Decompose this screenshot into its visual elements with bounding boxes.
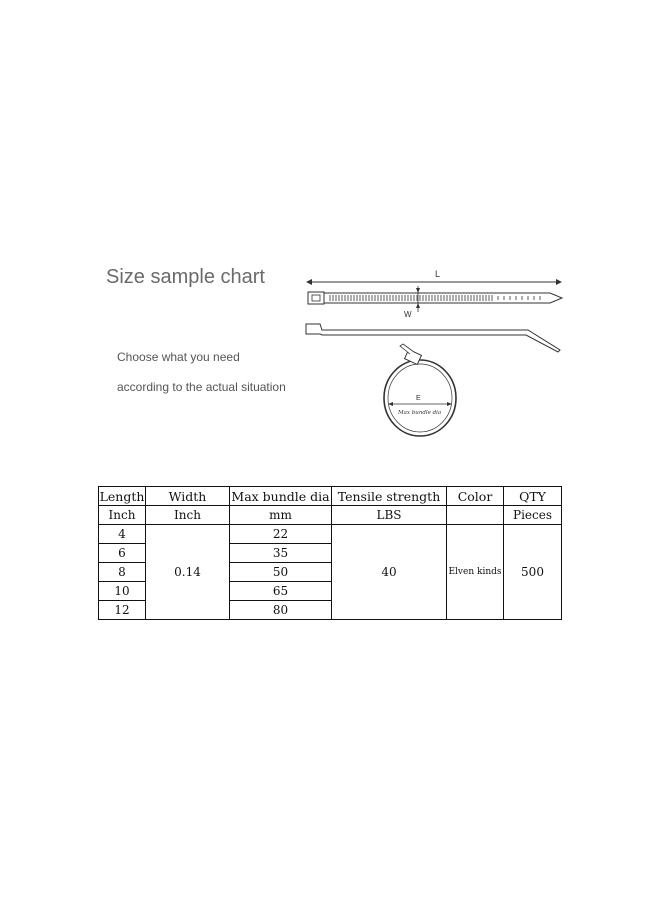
unit-width: Inch (146, 506, 230, 525)
unit-bundle-dia: mm (230, 506, 332, 525)
header-width: Width (146, 487, 230, 506)
bundle-dia-cell: 50 (230, 563, 332, 582)
length-cell: 6 (99, 544, 146, 563)
loop-caption: Max bundle dia (398, 410, 442, 416)
header-tensile: Tensile strength (332, 487, 447, 506)
width-label: W (404, 310, 412, 319)
unit-qty: Pieces (504, 506, 562, 525)
tie-side-view (306, 324, 560, 352)
length-cell: 12 (99, 601, 146, 620)
length-arrow-right (556, 279, 562, 285)
unit-row (99, 506, 562, 525)
header-qty: QTY (504, 487, 562, 506)
qty-cell: 500 (504, 525, 562, 620)
header-bundle-dia: Max bundle dia (231, 488, 330, 504)
width-cell: 0.14 (146, 525, 230, 620)
unit-length: Inch (99, 506, 146, 525)
width-arrow-bottom (416, 303, 420, 308)
table-row (99, 525, 562, 544)
width-arrow-top (416, 288, 420, 293)
bundle-dia-cell: 22 (230, 525, 332, 544)
header-length: Length (99, 488, 145, 504)
loop-e-label: E (416, 395, 421, 402)
length-cell: 4 (99, 525, 146, 544)
length-label: L (435, 269, 441, 279)
tensile-cell: 40 (332, 525, 447, 620)
subtitle-line-1: Choose what you need (117, 350, 240, 364)
subtitle-line-2: according to the actual situation (117, 380, 286, 394)
length-cell: 10 (99, 582, 146, 601)
spec-table (98, 486, 562, 620)
header-row (99, 487, 562, 506)
unit-color (447, 506, 504, 525)
length-cell: 8 (99, 563, 146, 582)
header-color: Color (447, 487, 504, 506)
bundle-dia-cell: 80 (230, 601, 332, 620)
length-arrow-left (306, 279, 312, 285)
tie-head-slot (312, 295, 320, 301)
page-title: Size sample chart (106, 266, 265, 288)
bundle-dia-cell: 35 (230, 544, 332, 563)
cable-tie-diagram (298, 266, 568, 438)
unit-tensile: LBS (332, 506, 447, 525)
color-cell: Elven kinds (447, 525, 504, 620)
bundle-dia-cell: 65 (230, 582, 332, 601)
